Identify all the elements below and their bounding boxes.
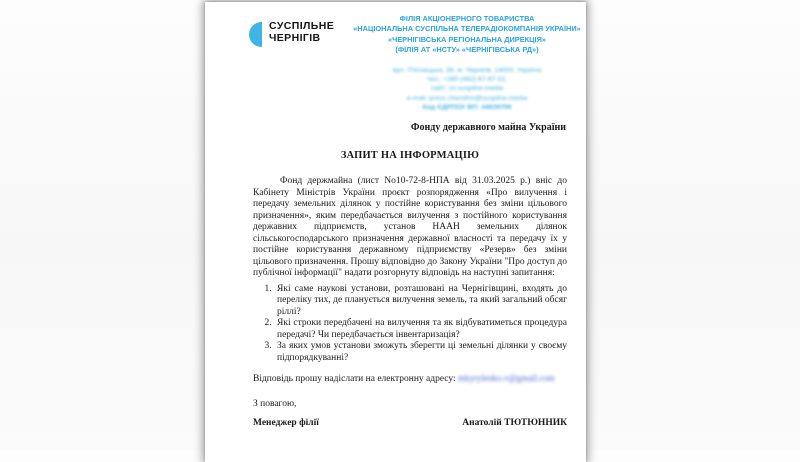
org-name-line: «НАЦІОНАЛЬНА СУСПІЛЬНА ТЕЛЕРАДІОКОМПАНІЯ УКРАЇНИ»	[353, 24, 581, 34]
logo-line-1: СУСПІЛЬНЕ	[269, 20, 335, 32]
recipient-line: Фонду державного майна України	[410, 122, 566, 133]
org-name-block	[331, 14, 603, 56]
letter-page	[205, 2, 586, 462]
contact-website-line: сайт: cn.suspilne.media	[430, 85, 504, 93]
logo-wordmark	[269, 21, 334, 44]
question-item-3: 3. За яких умов установи зможуть зберегти ці земельні ділянки у своєму підпорядкуванні?	[274, 341, 567, 364]
reply-instruction-label: Відповідь прошу надіслати на електронну адресу:	[253, 374, 456, 384]
reply-instruction	[253, 373, 567, 386]
contact-address-line: вул. П'ятницька, 38, м. Чернігів, 14000, Україна	[392, 67, 542, 74]
document-title: ЗАПИТ НА ІНФОРМАЦІЮ	[340, 150, 480, 161]
suspilne-halfcircle-icon	[249, 22, 262, 47]
contact-info-block-blurred	[331, 66, 603, 112]
contact-email-line: e-mail: press.chernihiv@suspilne.media	[406, 94, 528, 102]
contact-phone-line: тел.: +380 (462) 67-67-02,	[426, 76, 508, 84]
contact-edrpou-line: Код ЄДРПОУ ВП: 44839709	[422, 103, 512, 111]
org-name-line: ФІЛІЯ АКЦІОНЕРНОГО ТОВАРИСТВА	[399, 14, 535, 23]
signer-position: Менеджер філії	[253, 418, 319, 428]
signature-row	[253, 418, 567, 430]
org-name-line: «ЧЕРНІГІВСЬКА РЕГІОНАЛЬНА ДИРЕКЦІЯ»	[387, 34, 547, 44]
body-paragraph: Фонд держмайна (лист No10-72-8-НПА від 31.03.2025 р.) вніс до Кабінету Міністрів України проєкт розпорядження «Про вилучення і передачу земельних ділянок у постійне користування без зміни цільового призначення», яким передбачається вилучення з постійного користування державних підприємств, установ НААН земельних ділянок сільськогосподарського призначення державної власності та передачу їх у постійне користування державному підприємству «Резерв» без зміни цільового призначення. Прошу відповідно до Закону України "Про доступ до публічної інформації" надати розгорнуту відповідь на наступні запитання:	[253, 176, 567, 278]
suspilne-chernihiv-logo	[249, 21, 334, 47]
logo-line-2: ЧЕРНІГІВ	[269, 31, 321, 44]
question-item-2: 2. Які строки передбачені на вилучення та як відбуватиметься процедура передачі? Чи передбачається інвентаризація?	[274, 318, 567, 341]
questions-list	[253, 284, 567, 365]
reply-email-redacted: mkyrylenko.v@gmail.com	[458, 373, 555, 383]
closing-salutation: З повагою,	[253, 398, 297, 409]
signer-name: Анатолій ТЮТЮННИК	[462, 418, 567, 428]
question-item-1: 1. Які саме наукові установи, розташовані на Чернігівщині, входять до переліку тих, де планується вилучення земель, та який загальний обсяг ріллі?	[274, 284, 567, 319]
letter-body	[253, 176, 567, 430]
org-name-line: (ФІЛІЯ АТ «НСТУ» «ЧЕРНІГІВСЬКА РД»)	[395, 45, 539, 55]
